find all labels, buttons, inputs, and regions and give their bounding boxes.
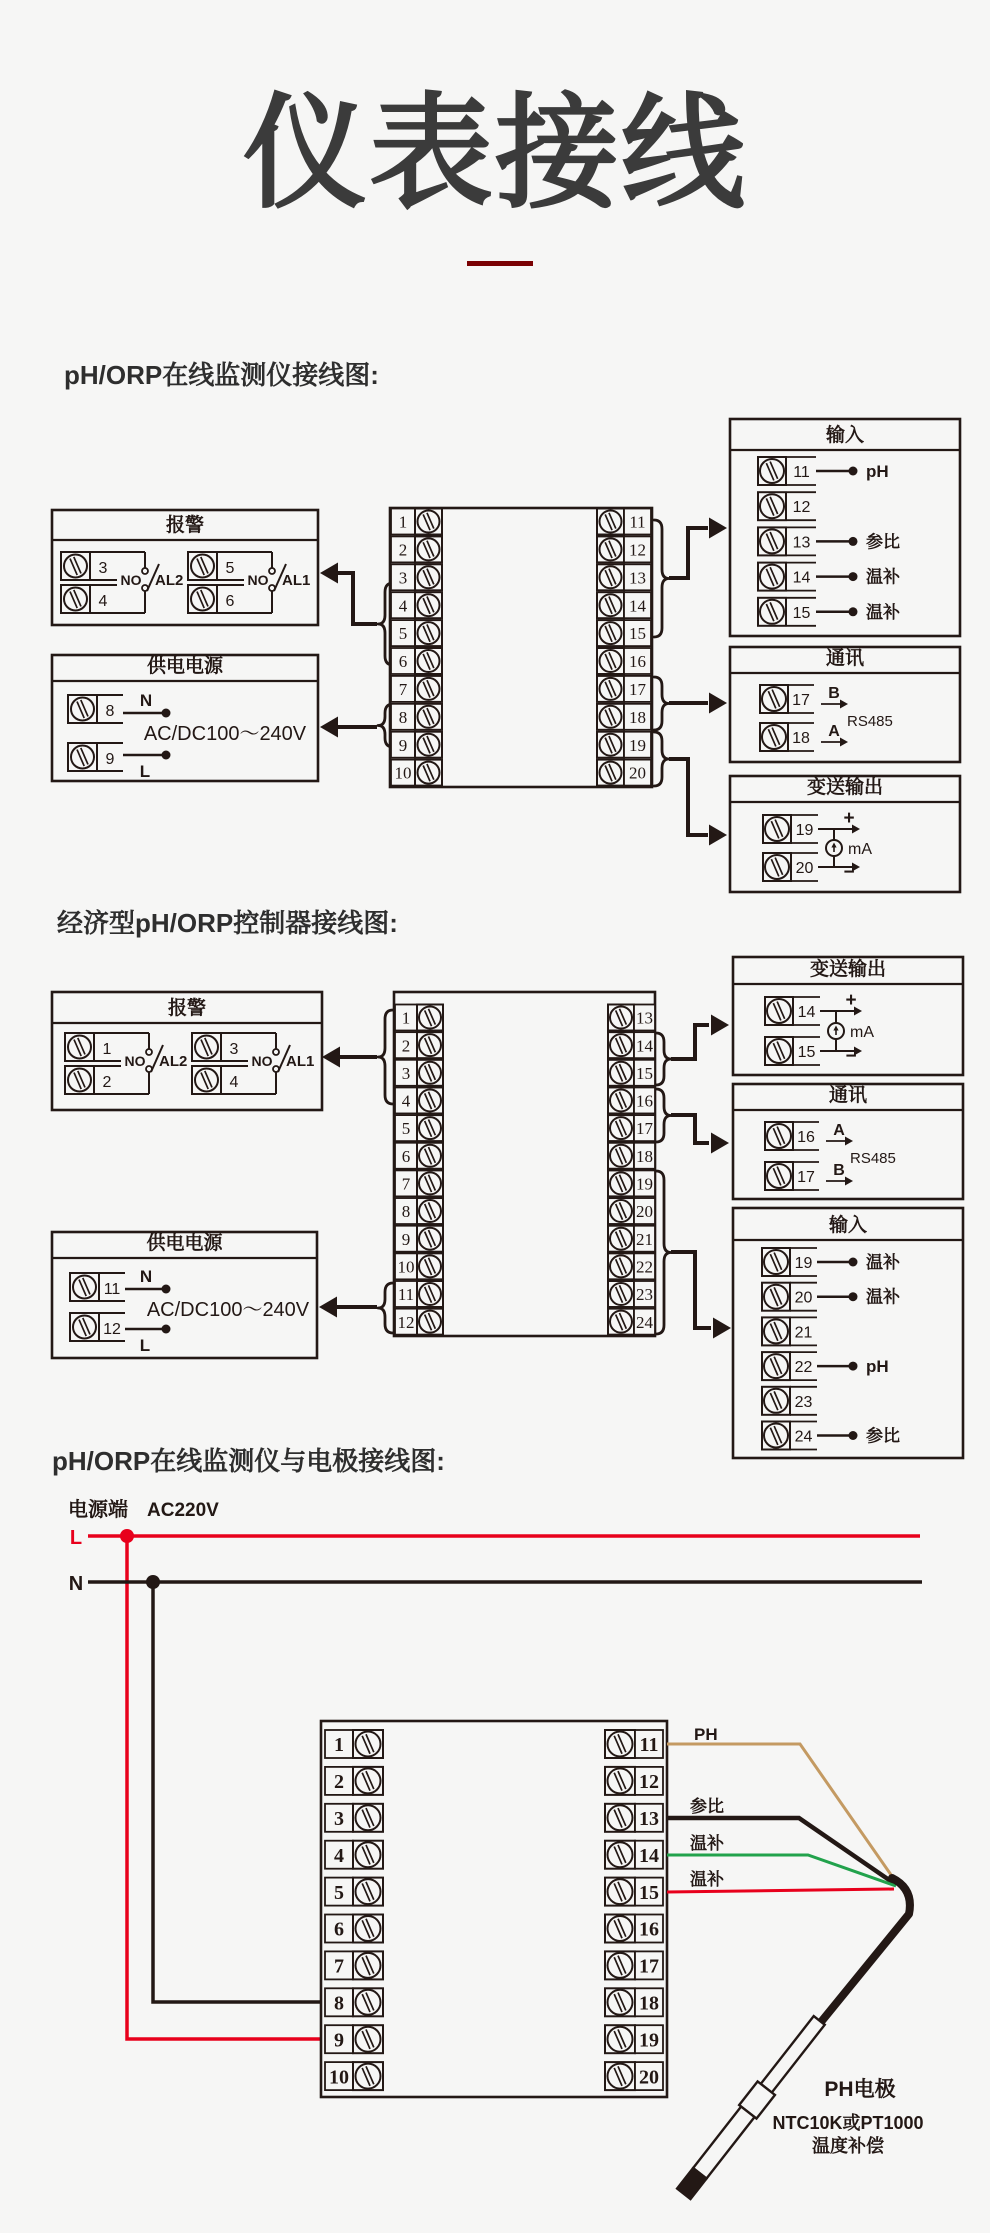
power-terminal-number: 9 <box>105 751 115 768</box>
screw-icon <box>419 1062 441 1084</box>
electrode-note1: NTC10K或PT1000 <box>772 2113 924 2133</box>
box-title: 报警 <box>165 515 205 536</box>
section-title-electrode: pH/ORP在线监测仪与电极接线图: <box>52 1446 445 1476</box>
screw-icon <box>68 1069 91 1092</box>
terminal-number: 20 <box>629 763 646 783</box>
screw-icon <box>760 529 784 553</box>
screw-icon <box>418 762 440 784</box>
screw-icon <box>760 600 784 624</box>
relay-terminal-number: 3 <box>229 1041 239 1058</box>
terminal-number: 18 <box>636 1146 653 1166</box>
terminal-number: 20 <box>636 1202 653 1222</box>
pin-label: A <box>828 723 840 740</box>
screw-icon <box>767 1164 791 1188</box>
terminal-number: 7 <box>401 1174 411 1194</box>
screw-icon <box>600 594 622 616</box>
junction-dot <box>849 572 858 581</box>
screw-icon <box>195 1036 218 1059</box>
electrode-shaft <box>761 2016 825 2092</box>
screw-icon <box>356 1953 381 1978</box>
terminal-number: 16 <box>636 1091 653 1111</box>
relay-name-label: AL2 <box>159 1053 188 1070</box>
terminal-number: 2 <box>398 540 408 560</box>
terminal-number: 12 <box>397 1312 415 1332</box>
line-tag: L <box>139 762 151 781</box>
brace <box>378 1010 393 1104</box>
screw-icon <box>608 2064 633 2089</box>
screw-icon <box>610 1117 632 1139</box>
wire <box>669 759 708 835</box>
brace <box>378 1283 393 1333</box>
terminal-number: 13 <box>636 1008 653 1028</box>
screw-icon <box>610 1007 632 1029</box>
screw-icon <box>610 1034 632 1056</box>
terminal-number: 13 <box>639 1808 659 1830</box>
page-title: 仪表接线 <box>242 85 747 223</box>
screw-icon <box>608 1768 633 1793</box>
screw-icon <box>764 1424 788 1448</box>
screw-icon <box>600 566 622 588</box>
terminal-number: 19 <box>639 2029 659 2052</box>
terminal-number: 6 <box>401 1146 411 1166</box>
ph-electrode <box>675 2014 828 2201</box>
voltage-label: AC/DC100～240V <box>143 723 307 745</box>
terminal-number: 7 <box>334 1955 344 1978</box>
junction-dot <box>849 1431 858 1440</box>
screw-icon <box>419 1172 441 1194</box>
screw-icon <box>419 1007 441 1029</box>
arrow-icon <box>322 1047 340 1068</box>
screw-icon <box>419 1034 441 1056</box>
box-title: 通讯 <box>828 1085 868 1106</box>
io-terminal-number: 15 <box>797 1044 816 1061</box>
screw-icon <box>600 706 622 728</box>
terminal-number: 24 <box>636 1312 653 1332</box>
junction-dot <box>849 607 858 616</box>
brace <box>656 1089 671 1142</box>
arrow-icon <box>319 1297 337 1318</box>
screw-icon <box>608 1879 633 1904</box>
box-title: 供电电源 <box>146 656 224 677</box>
minus-label: − <box>843 862 855 883</box>
plus-label: + <box>843 808 855 829</box>
io-terminal-number: 16 <box>797 1129 815 1146</box>
screw-icon <box>608 1732 633 1757</box>
terminal-number: 19 <box>636 1174 653 1194</box>
screw-icon <box>356 1990 381 2015</box>
terminal-number: 5 <box>334 1881 344 1904</box>
io-terminal-number: 24 <box>794 1428 813 1446</box>
live-wire <box>127 1536 322 2039</box>
terminal-number: 9 <box>334 2029 344 2052</box>
wire-label: 温补 <box>690 1870 724 1889</box>
screw-icon <box>418 678 440 700</box>
power-terminal-number: 11 <box>103 1281 121 1298</box>
screw-icon <box>610 1311 632 1333</box>
screw-icon <box>765 855 789 879</box>
io-terminal-number: 11 <box>793 464 810 481</box>
screw-icon <box>762 687 786 711</box>
wire-label: PH <box>694 1725 718 1744</box>
screw-icon <box>191 588 214 611</box>
junction-dot <box>162 1325 171 1334</box>
terminal-number: 11 <box>397 1285 415 1305</box>
screw-icon <box>764 1389 788 1413</box>
io-terminal-number: 23 <box>794 1393 813 1411</box>
relay-terminal-number: 6 <box>225 593 235 610</box>
signal-label: pH <box>866 1357 889 1377</box>
screw-icon <box>765 817 789 841</box>
box-title: 输入 <box>825 425 865 446</box>
terminal-number: 18 <box>639 1992 659 2015</box>
junction-dot <box>162 709 171 718</box>
screw-icon <box>762 725 786 749</box>
screw-icon <box>419 1255 441 1277</box>
io-terminal-number: 19 <box>794 1255 813 1272</box>
screw-icon <box>419 1145 441 1167</box>
screw-icon <box>191 555 214 578</box>
io-terminal-number: 14 <box>792 569 811 587</box>
screw-icon <box>764 1319 788 1343</box>
terminal-number: 8 <box>398 707 408 727</box>
terminal-number: 8 <box>401 1202 411 1222</box>
junction-dot <box>849 1292 858 1301</box>
section-title-monitor: pH/ORP在线监测仪接线图: <box>64 360 379 390</box>
terminal-number: 1 <box>334 1734 344 1757</box>
screw-icon <box>418 511 440 533</box>
contact-point <box>146 1049 152 1055</box>
contact-point <box>269 568 275 574</box>
section-title-controller: 经济型pH/ORP控制器接线图: <box>57 908 398 938</box>
arrow-icon <box>709 693 727 714</box>
screw-icon <box>610 1255 632 1277</box>
unit-label: mA <box>848 841 872 858</box>
screw-icon <box>600 734 622 756</box>
terminal-number: 12 <box>639 1771 659 1794</box>
screw-icon <box>600 538 622 560</box>
screw-icon <box>71 698 94 721</box>
screw-icon <box>610 1089 632 1111</box>
terminal-number: 4 <box>401 1091 411 1111</box>
power-terminal-number: 8 <box>105 703 115 720</box>
relay-terminal-number: 4 <box>229 1074 239 1091</box>
screw-icon <box>356 2027 381 2052</box>
wire <box>671 1252 711 1328</box>
voltage-label: AC/DC100～240V <box>146 1299 310 1321</box>
arrow-icon <box>320 717 338 738</box>
screw-icon <box>760 565 784 589</box>
terminal-number: 5 <box>398 624 408 644</box>
relay-name-label: AL2 <box>155 572 184 589</box>
screw-icon <box>73 1316 96 1339</box>
io-terminal-number: 14 <box>797 1004 816 1021</box>
line-tag: N <box>139 1267 153 1286</box>
terminal-number: 18 <box>629 707 646 727</box>
terminal-number: 17 <box>639 1955 659 1978</box>
electrode-name: PH电极 <box>824 2078 896 2101</box>
relay-terminal-number: 3 <box>98 560 108 577</box>
screw-icon <box>610 1200 632 1222</box>
contact-type-label: NO <box>120 572 142 588</box>
screw-icon <box>608 1953 633 1978</box>
screw-icon <box>71 746 94 769</box>
minus-label: − <box>845 1046 857 1067</box>
pin-label: B <box>833 1162 845 1179</box>
screw-icon <box>356 1805 381 1830</box>
terminal-number: 20 <box>639 2066 659 2089</box>
screw-icon <box>356 1732 381 1757</box>
screw-icon <box>418 734 440 756</box>
terminal-number: 15 <box>636 1063 653 1083</box>
signal-label: pH <box>866 462 889 481</box>
unit-label: mA <box>850 1024 874 1041</box>
terminal-number: 21 <box>636 1229 653 1249</box>
io-terminal-number: 13 <box>792 534 811 552</box>
screw-icon <box>418 594 440 616</box>
wire-label: 参比 <box>690 1797 724 1816</box>
screw-icon <box>608 1990 633 2015</box>
screw-icon <box>608 1805 633 1830</box>
terminal-number: 10 <box>397 1257 415 1277</box>
terminal-number: 10 <box>329 2066 349 2089</box>
terminal-number: 17 <box>636 1119 653 1139</box>
terminal-number: 4 <box>334 1844 344 1867</box>
terminal-number: 23 <box>636 1285 653 1305</box>
screw-icon <box>600 678 622 700</box>
screw-icon <box>419 1311 441 1333</box>
screw-icon <box>610 1145 632 1167</box>
screw-icon <box>68 1036 91 1059</box>
screw-icon <box>610 1228 632 1250</box>
box-title: 供电电源 <box>146 1233 223 1254</box>
arrow-icon <box>709 825 727 846</box>
relay-name-label: AL1 <box>286 1053 315 1070</box>
relay-terminal-number: 4 <box>98 593 108 610</box>
brace <box>654 732 669 786</box>
screw-icon <box>356 2064 381 2089</box>
io-terminal-number: 19 <box>795 822 814 839</box>
screw-icon <box>356 1879 381 1904</box>
screw-icon <box>600 622 622 644</box>
brace <box>654 677 669 730</box>
screw-icon <box>764 1285 788 1309</box>
contact-type-label: NO <box>247 572 269 588</box>
electrode-cable <box>821 1878 910 2022</box>
arrow-icon <box>711 1133 729 1154</box>
arrow-icon <box>320 563 338 584</box>
pin-label: B <box>828 685 840 702</box>
arrow-icon <box>713 1318 731 1339</box>
power-terminal-number: 12 <box>103 1321 121 1338</box>
relay-terminal-number: 1 <box>102 1041 112 1058</box>
io-terminal-number: 17 <box>797 1169 815 1186</box>
wire <box>671 1025 709 1059</box>
screw-icon <box>764 1354 788 1378</box>
terminal-number: 16 <box>629 652 646 672</box>
screw-icon <box>195 1069 218 1092</box>
contact-point <box>273 1049 279 1055</box>
contact-point <box>142 568 148 574</box>
relay-terminal-number: 5 <box>225 560 235 577</box>
screw-icon <box>419 1200 441 1222</box>
io-terminal-number: 15 <box>792 604 811 622</box>
contact-type-label: NO <box>251 1053 273 1069</box>
screw-icon <box>419 1117 441 1139</box>
terminal-number: 2 <box>401 1036 411 1056</box>
screw-icon <box>419 1228 441 1250</box>
junction-dot <box>849 1362 858 1371</box>
terminal-number: 8 <box>334 1992 344 2015</box>
screw-icon <box>418 650 440 672</box>
junction-dot <box>849 537 858 546</box>
terminal-number: 11 <box>639 1734 659 1757</box>
terminal-number: 9 <box>398 735 408 755</box>
screw-icon <box>610 1172 632 1194</box>
contact-type-label: NO <box>124 1053 146 1069</box>
terminal-number: 3 <box>398 568 408 588</box>
box-title: 输入 <box>828 1215 868 1236</box>
screw-icon <box>356 1842 381 1867</box>
terminal-number: 6 <box>334 1918 344 1941</box>
wire <box>669 528 708 578</box>
box-title: 报警 <box>167 998 207 1019</box>
screw-icon <box>767 1124 791 1148</box>
signal-label: 参比 <box>866 1426 900 1446</box>
io-terminal-number: 22 <box>794 1359 813 1377</box>
screw-icon <box>419 1283 441 1305</box>
terminal-number: 13 <box>629 568 646 588</box>
terminal-number: 4 <box>398 596 408 616</box>
terminal-number: 5 <box>401 1119 411 1139</box>
terminal-number: 12 <box>629 540 646 560</box>
screw-icon <box>610 1283 632 1305</box>
io-terminal-number: 21 <box>794 1324 813 1342</box>
electrode-note2: 温度补偿 <box>812 2136 884 2156</box>
bus-label: RS485 <box>850 1150 896 1167</box>
screw-icon <box>73 1276 96 1299</box>
terminal-number: 22 <box>636 1257 653 1277</box>
terminal-number: 2 <box>334 1771 344 1794</box>
screw-icon <box>356 1768 381 1793</box>
signal-label: 参比 <box>866 532 900 552</box>
io-terminal-number: 12 <box>792 499 811 517</box>
wire-label: 温补 <box>690 1834 724 1853</box>
terminal-number: 3 <box>334 1808 344 1830</box>
electrode-wire <box>667 1889 894 1892</box>
io-terminal-number: 18 <box>792 730 810 747</box>
terminal-number: 14 <box>636 1036 653 1056</box>
screw-icon <box>356 1916 381 1941</box>
plus-label: + <box>845 990 857 1011</box>
screw-icon <box>764 1250 788 1274</box>
arrow-icon <box>711 1015 729 1036</box>
terminal-number: 16 <box>639 1918 659 1941</box>
relay-name-label: AL1 <box>282 572 311 589</box>
io-terminal-number: 20 <box>794 1289 813 1307</box>
screw-icon <box>608 2027 633 2052</box>
wire <box>671 1115 709 1143</box>
line-L-label: L <box>69 1527 83 1549</box>
terminal-number: 1 <box>401 1008 411 1028</box>
wire <box>338 573 377 624</box>
box-title: 变送输出 <box>809 959 887 980</box>
box-title: 通讯 <box>825 648 865 669</box>
screw-icon <box>418 706 440 728</box>
terminal-number: 15 <box>629 624 646 644</box>
terminal-number: 10 <box>394 763 412 783</box>
terminal-number: 1 <box>398 512 408 532</box>
terminal-number: 3 <box>401 1063 411 1083</box>
junction-dot <box>849 1258 858 1267</box>
terminal-number: 14 <box>639 1844 659 1867</box>
relay-terminal-number: 2 <box>102 1074 112 1091</box>
terminal-number: 11 <box>629 512 646 532</box>
screw-icon <box>418 622 440 644</box>
signal-label: 温补 <box>866 602 900 622</box>
io-terminal-number: 20 <box>795 860 814 877</box>
terminal-number: 19 <box>629 735 646 755</box>
electrode-body <box>693 2107 754 2179</box>
screw-icon <box>610 1062 632 1084</box>
io-terminal-number: 17 <box>792 692 810 709</box>
line-tag: L <box>139 1336 151 1355</box>
box-title: 变送输出 <box>806 777 884 798</box>
screw-icon <box>760 459 784 483</box>
line-N-label: N <box>68 1573 84 1595</box>
brace <box>654 520 669 637</box>
terminal-number: 14 <box>629 596 646 616</box>
screw-icon <box>600 511 622 533</box>
brace <box>656 1033 671 1085</box>
junction-dot <box>162 1285 171 1294</box>
screw-icon <box>64 588 87 611</box>
terminal-number: 7 <box>398 680 408 700</box>
screw-icon <box>608 1916 633 1941</box>
terminal-number: 17 <box>629 680 646 700</box>
screw-icon <box>64 555 87 578</box>
mains-voltage-label: AC220V <box>147 1500 219 1521</box>
screw-icon <box>418 538 440 560</box>
line-tag: N <box>139 691 153 710</box>
neutral-wire <box>153 1582 322 2002</box>
signal-label: 温补 <box>866 1287 900 1307</box>
signal-label: 温补 <box>866 567 900 587</box>
screw-icon <box>419 1089 441 1111</box>
screw-icon <box>767 999 791 1023</box>
brace <box>656 1171 671 1334</box>
junction-dot <box>849 467 858 476</box>
junction-dot <box>162 751 171 760</box>
screw-icon <box>767 1039 791 1063</box>
screw-icon <box>760 494 784 518</box>
bus-label: RS485 <box>847 713 893 730</box>
power-terminal-label: 电源端 <box>68 1499 128 1521</box>
terminal-number: 9 <box>401 1229 411 1249</box>
screw-icon <box>418 566 440 588</box>
signal-label: 温补 <box>866 1253 900 1272</box>
terminal-number: 6 <box>398 652 408 672</box>
arrow-icon <box>709 518 727 539</box>
screw-icon <box>600 762 622 784</box>
terminal-number: 15 <box>639 1881 659 1904</box>
screw-icon <box>600 650 622 672</box>
screw-icon <box>608 1842 633 1867</box>
pin-label: A <box>833 1122 845 1139</box>
